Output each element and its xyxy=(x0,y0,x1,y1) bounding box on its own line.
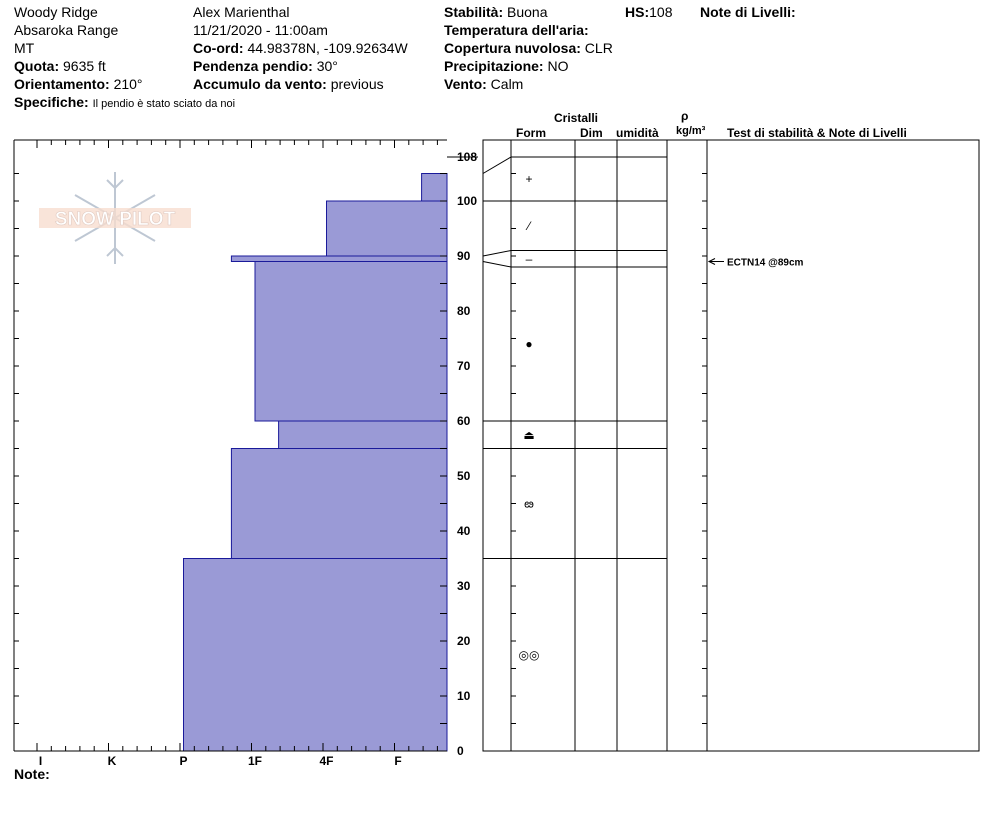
depth-tick-label: 40 xyxy=(457,524,471,538)
precip-value: NO xyxy=(547,58,569,74)
hardness-layer xyxy=(184,559,448,752)
hardness-layer xyxy=(231,449,447,559)
hs-label: HS: xyxy=(625,4,650,20)
hardness-tick-label: K xyxy=(107,754,117,768)
hardness-tick-label: F xyxy=(394,754,402,768)
grain-form-symbol: ● xyxy=(525,337,533,351)
grain-form-symbol: + xyxy=(525,172,533,186)
range-name: Absaroka Range xyxy=(14,22,119,38)
depth-tick-label: 90 xyxy=(457,249,471,263)
table-frame xyxy=(483,140,979,751)
layer-table xyxy=(483,140,979,751)
wind-label: Vento: xyxy=(444,76,487,92)
air-temp-label: Temperatura dell'aria: xyxy=(444,22,589,38)
hardness-layer xyxy=(231,256,447,262)
depth-tick-label: 60 xyxy=(457,414,471,428)
stability-label: Stabilità: xyxy=(444,4,504,20)
depth-tick-label: 50 xyxy=(457,469,471,483)
observation-datetime: 11/21/2020 - 11:00am xyxy=(193,22,328,38)
hardness-layer xyxy=(279,421,447,449)
layer-connector xyxy=(483,157,511,174)
observer-name: Alex Marienthal xyxy=(193,4,290,20)
location-name: Woody Ridge xyxy=(14,4,98,20)
hardness-layer xyxy=(327,201,448,256)
hardness-layers xyxy=(184,174,448,752)
aspect-label: Orientamento: xyxy=(14,76,110,92)
logo-text: SNOW PILOT xyxy=(54,209,176,230)
hardness-tick-label: 1F xyxy=(247,754,263,768)
depth-tick-label: 100 xyxy=(457,194,478,208)
test-label: ECTN14 @89cm xyxy=(727,257,804,269)
depth-tick-label: 0 xyxy=(457,744,464,758)
crystals-header: Cristalli xyxy=(554,111,599,125)
moisture-header: umidità xyxy=(616,126,659,140)
density-symbol: ρ xyxy=(681,109,689,123)
grain-form-symbol: ◎◎ xyxy=(518,647,540,662)
specifics-label: Specifiche: xyxy=(14,94,89,110)
wind-value: Calm xyxy=(490,76,524,92)
depth-tick-label: 108 xyxy=(457,150,478,164)
slope-value: 30° xyxy=(316,58,338,74)
coords-label: Co-ord: xyxy=(193,40,244,56)
grain-form-symbol: ⏏ xyxy=(523,427,535,442)
grain-form-symbol: – xyxy=(525,251,533,266)
depth-tick-label: 20 xyxy=(457,634,471,648)
hardness-tick-label: 4F xyxy=(319,754,334,768)
depth-tick-label: 10 xyxy=(457,689,471,703)
grain-form-symbol: ఴ xyxy=(524,496,534,511)
grain-form-symbol: ⁄ xyxy=(527,218,531,233)
coords-value: 44.98378N, -109.92634W xyxy=(247,40,408,56)
hardness-tick-label: P xyxy=(179,754,188,768)
hardness-tick-label: I xyxy=(38,754,43,768)
depth-tick-label: 80 xyxy=(457,304,471,318)
layer-connector xyxy=(483,262,511,268)
stability-value: Buona xyxy=(507,4,548,20)
layer-notes-label: Note di Livelli: xyxy=(700,4,796,20)
form-header: Form xyxy=(516,126,546,140)
elevation-value: 9635 ft xyxy=(63,58,106,74)
hardness-layer xyxy=(422,174,447,202)
snowpilot-logo xyxy=(39,172,191,264)
specifics-value: Il pendio è stato sciato da noi xyxy=(92,98,236,110)
size-header: Dim xyxy=(580,126,603,140)
aspect-value: 210° xyxy=(113,76,143,92)
hardness-layer xyxy=(255,262,447,422)
density-unit: kg/m³ xyxy=(676,125,706,137)
wind-loading-value: previous xyxy=(330,76,384,92)
cloud-label: Copertura nuvolosa: xyxy=(444,40,581,56)
depth-tick-label: 70 xyxy=(457,359,471,373)
layer-connector xyxy=(483,251,511,257)
hs-value: 108 xyxy=(649,4,673,20)
slope-label: Pendenza pendio: xyxy=(193,58,313,74)
note-label: Note: xyxy=(14,766,50,782)
cloud-value: CLR xyxy=(584,40,613,56)
elevation-label: Quota: xyxy=(14,58,60,74)
state-name: MT xyxy=(14,40,35,56)
precip-label: Precipitazione: xyxy=(444,58,544,74)
depth-tick-label: 30 xyxy=(457,579,471,593)
tests-notes-header: Test di stabilità & Note di Livelli xyxy=(727,126,907,140)
wind-loading-label: Accumulo da vento: xyxy=(193,76,327,92)
